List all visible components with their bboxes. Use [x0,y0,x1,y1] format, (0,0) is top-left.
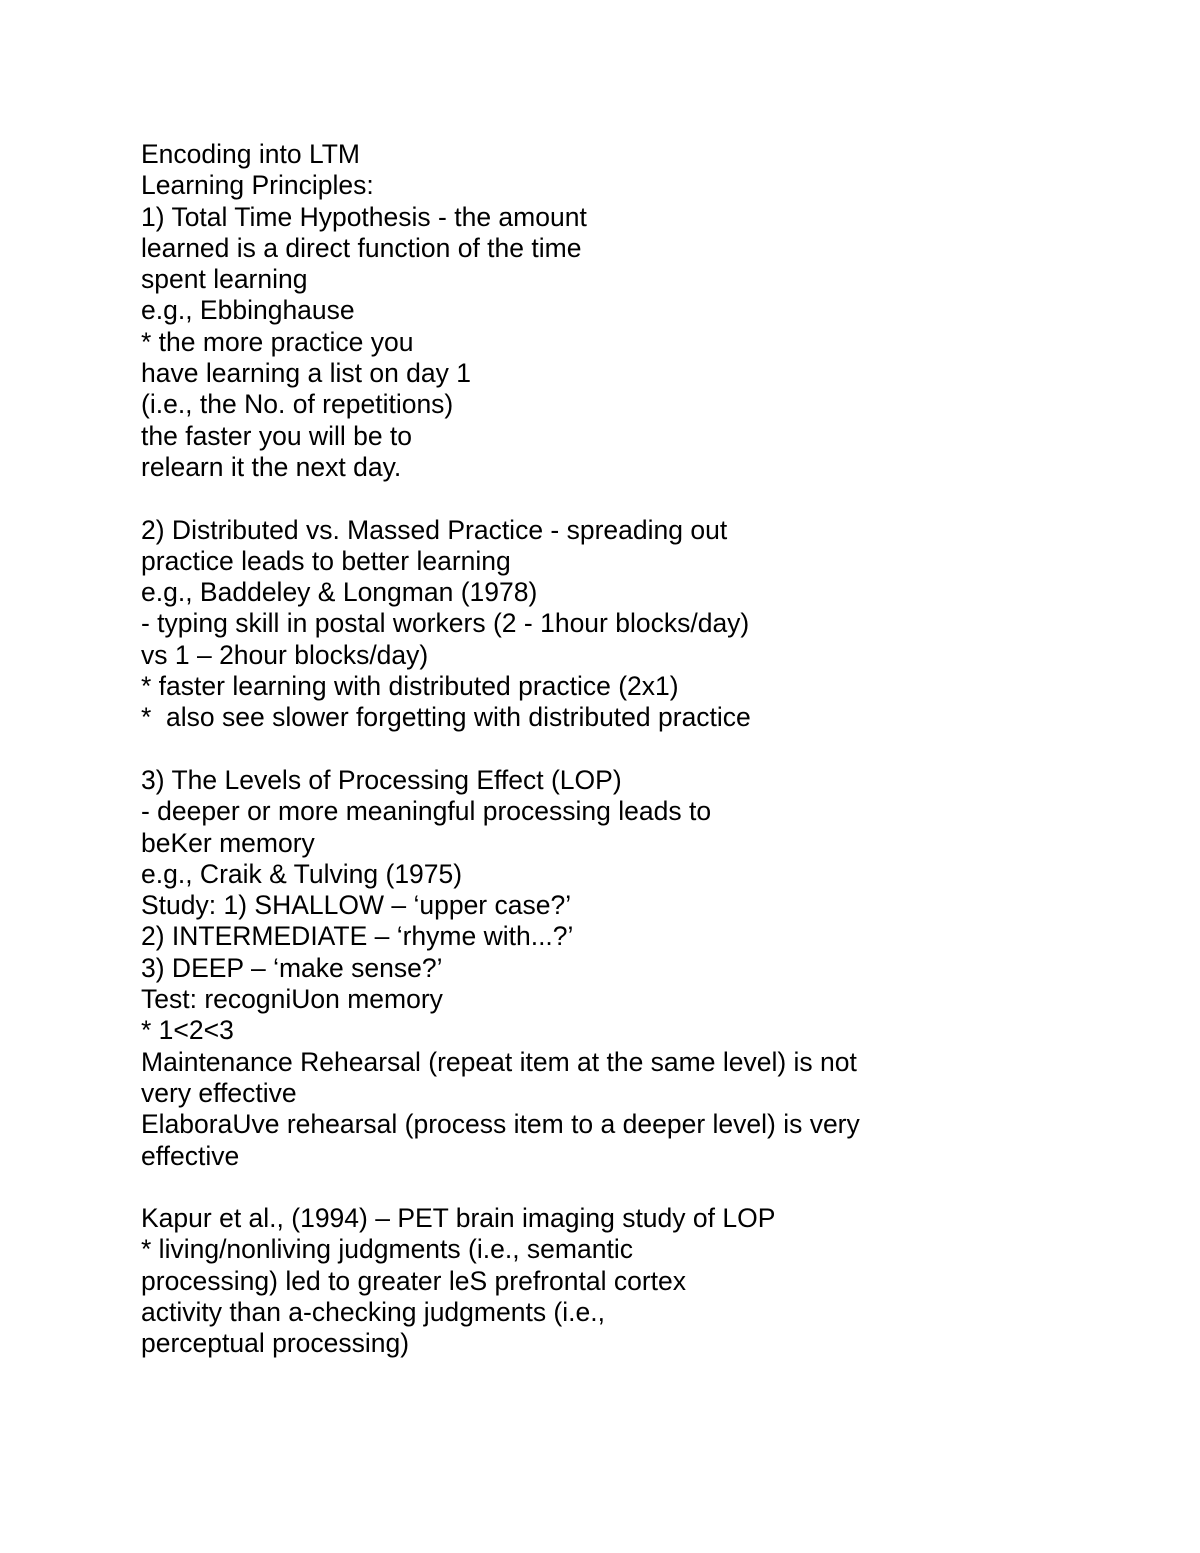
text-line: * the more practice you [141,326,414,357]
text-line: Maintenance Rehearsal (repeat item at the same level) is not [141,1046,857,1077]
text-line: e.g., Ebbinghause [141,295,355,326]
text-line: ElaboraUve rehearsal (process item to a deeper level) is very [141,1109,860,1140]
text-line: perceptual processing) [141,1328,410,1359]
text-line: beKer memory [141,827,315,858]
text-line: vs 1 – 2hour blocks/day) [141,639,429,670]
text-line: 2) Distributed vs. Massed Practice - spreading out [141,514,728,545]
text-line: activity than a-checking judgments (i.e., [141,1296,605,1327]
text-line: e.g., Craik & Tulving (1975) [141,858,463,889]
text-line: learned is a direct function of the time [141,232,582,263]
text-line: Study: 1) SHALLOW – ‘upper case?’ [141,890,572,921]
text-line: very effective [141,1077,297,1108]
text-line: * 1<2<3 [141,1015,234,1046]
text-line: * faster learning with distributed practice (2x1) [141,671,679,702]
document-title: Encoding into LTM [141,139,360,169]
text-line: processing) led to greater leS prefrontal cortex [141,1265,686,1296]
blank-line [141,734,1141,765]
text-line: 2) INTERMEDIATE – ‘rhyme with...?’ [141,921,574,952]
text-line: 3) DEEP – ‘make sense?’ [141,952,443,983]
text-line: relearn it the next day. [141,451,402,482]
text-line: 1) Total Time Hypothesis - the amount [141,201,587,232]
document-body [141,139,1141,1360]
text-line: 3) The Levels of Processing Effect (LOP) [141,764,622,795]
text-line: Test: recogniUon memory [141,984,443,1015]
text-line: e.g., Baddeley & Longman (1978) [141,577,538,608]
section-heading: Learning Principles: [141,170,374,201]
text-line: spent learning [141,264,308,295]
text-line: * also see slower forgetting with distributed practice [141,702,751,733]
text-line: practice leads to better learning [141,545,511,576]
text-line: * living/nonliving judgments (i.e., semantic [141,1234,633,1265]
blank-line [141,483,1141,514]
text-line: - deeper or more meaningful processing leads to [141,796,712,827]
text-line: - typing skill in postal workers (2 - 1hour blocks/day) [141,608,750,639]
text-line: the faster you will be to [141,420,413,451]
text-line: have learning a list on day 1 [141,358,471,389]
text-line: (i.e., the No. of repetitions) [141,389,454,420]
text-line: Kapur et al., (1994) – PET brain imaging study of LOP [141,1203,776,1234]
text-line: effective [141,1140,240,1171]
blank-line [141,1172,1141,1203]
